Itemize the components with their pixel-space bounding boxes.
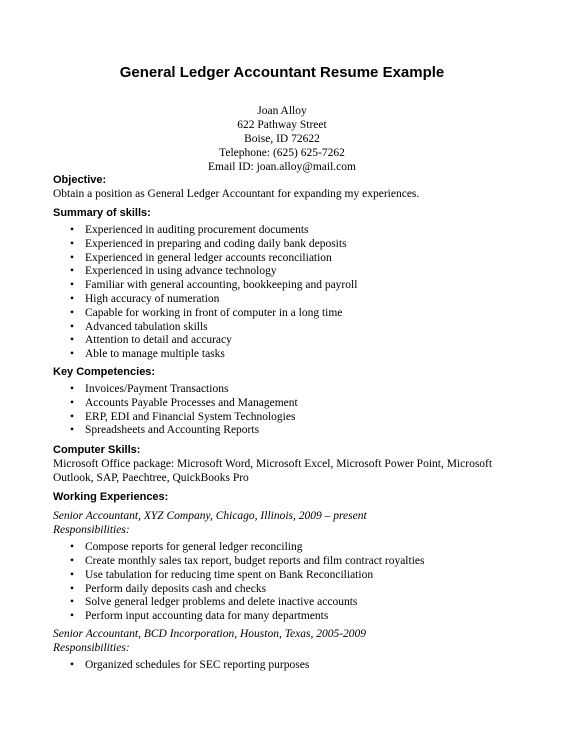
- bullet-icon: •: [70, 596, 75, 609]
- computer-skills-heading: Computer Skills:: [53, 444, 141, 457]
- list-item: [53, 279, 533, 293]
- list-item: [53, 411, 533, 425]
- list-item-text: Capable for working in front of computer in a long time: [85, 306, 343, 319]
- contact-street: 622 Pathway Street: [237, 119, 327, 131]
- list-item-text: Familiar with general accounting, bookkeeping and payroll: [85, 279, 358, 292]
- objective-text: Obtain a position as General Ledger Accountant for expanding my experiences.: [53, 188, 420, 200]
- list-item: [53, 238, 533, 252]
- job-responsibilities-list: [53, 541, 533, 624]
- list-item-text: Spreadsheets and Accounting Reports: [85, 424, 260, 437]
- bullet-icon: •: [70, 279, 75, 292]
- bullet-icon: •: [70, 610, 75, 623]
- bullet-icon: •: [70, 251, 75, 264]
- contact-telephone: Telephone: (625) 625-7262: [219, 147, 345, 159]
- bullet-icon: •: [70, 292, 75, 305]
- list-item: [53, 569, 533, 583]
- list-item-text: Solve general ledger problems and delete inactive accounts: [85, 596, 358, 609]
- job-title: Senior Accountant, BCD Incorporation, Houston, Texas, 2005-2009: [53, 627, 367, 640]
- list-item-text: High accuracy of numeration: [85, 292, 220, 305]
- experience-heading: Working Experiences:: [53, 491, 169, 504]
- bullet-icon: •: [70, 658, 75, 671]
- list-item: [53, 424, 533, 438]
- list-item: [53, 596, 533, 610]
- contact-city: Boise, ID 72622: [244, 133, 320, 145]
- list-item-text: ERP, EDI and Financial System Technologies: [85, 410, 296, 423]
- list-item: [53, 252, 533, 266]
- list-item-text: Experienced in auditing procurement documents: [85, 224, 309, 236]
- list-item: [53, 659, 533, 673]
- list-item-text: Attention to detail and accuracy: [85, 334, 232, 347]
- contact-email: Email ID: joan.alloy@mail.com: [208, 161, 356, 173]
- list-item-text: Experienced in general ledger accounts reconciliation: [85, 251, 332, 264]
- list-item-text: Experienced in using advance technology: [85, 265, 277, 278]
- list-item-text: Create monthly sales tax report, budget reports and film contract royalties: [85, 554, 425, 567]
- job-responsibilities-list: [53, 659, 533, 673]
- list-item-text: Perform input accounting data for many departments: [85, 610, 329, 623]
- page-title: General Ledger Accountant Resume Example: [119, 64, 445, 81]
- responsibilities-label: Responsibilities:: [53, 641, 130, 654]
- list-item-text: Use tabulation for reducing time spent on Bank Reconciliation: [85, 568, 374, 581]
- competencies-heading: Key Competencies:: [53, 365, 156, 378]
- list-item-text: Able to manage multiple tasks: [85, 348, 225, 361]
- contact-name: Joan Alloy: [257, 105, 307, 117]
- list-item: [53, 334, 533, 348]
- bullet-icon: •: [70, 410, 75, 423]
- bullet-icon: •: [70, 424, 75, 437]
- list-item: [53, 348, 533, 362]
- competencies-list: [53, 383, 533, 438]
- list-item-text: Perform daily deposits cash and checks: [85, 582, 267, 595]
- computer-skills-line-1: Microsoft Office package: Microsoft Word, Microsoft Excel, Microsoft Power Point, Microsoft: [53, 458, 493, 471]
- list-item: [53, 321, 533, 335]
- objective-heading: Objective:: [53, 174, 107, 186]
- bullet-icon: •: [70, 306, 75, 319]
- bullet-icon: •: [70, 554, 75, 567]
- bullet-icon: •: [70, 582, 75, 595]
- bullet-icon: •: [70, 320, 75, 333]
- computer-skills-line-2: Outlook, SAP, Paechtree, QuickBooks Pro: [53, 472, 249, 485]
- bullet-icon: •: [70, 224, 75, 236]
- bullet-icon: •: [70, 541, 75, 554]
- list-item: [53, 307, 533, 321]
- list-item: [53, 541, 533, 555]
- list-item: [53, 397, 533, 411]
- bullet-icon: •: [70, 382, 75, 395]
- list-item: [53, 265, 533, 279]
- list-item: [53, 583, 533, 597]
- contact-block: [0, 104, 564, 174]
- job-title: Senior Accountant, XYZ Company, Chicago, Illinois, 2009 – present: [53, 510, 367, 523]
- list-item: [53, 383, 533, 397]
- responsibilities-label: Responsibilities:: [53, 524, 130, 537]
- list-item-text: Experienced in preparing and coding daily bank deposits: [85, 237, 347, 250]
- skills-list: [53, 224, 533, 362]
- list-item-text: Accounts Payable Processes and Management: [85, 396, 298, 409]
- list-item-text: Advanced tabulation skills: [85, 320, 208, 333]
- list-item: [53, 555, 533, 569]
- bullet-icon: •: [70, 237, 75, 250]
- bullet-icon: •: [70, 265, 75, 278]
- skills-heading: Summary of skills:: [53, 207, 151, 219]
- list-item-text: Compose reports for general ledger reconciling: [85, 541, 303, 554]
- list-item-text: Invoices/Payment Transactions: [85, 382, 229, 395]
- resume-content: [53, 173, 533, 676]
- list-item: [53, 293, 533, 307]
- bullet-icon: •: [70, 396, 75, 409]
- list-item: [53, 224, 533, 238]
- list-item-text: Organized schedules for SEC reporting purposes: [85, 658, 310, 671]
- bullet-icon: •: [70, 348, 75, 361]
- list-item: [53, 610, 533, 624]
- bullet-icon: •: [70, 568, 75, 581]
- bullet-icon: •: [70, 334, 75, 347]
